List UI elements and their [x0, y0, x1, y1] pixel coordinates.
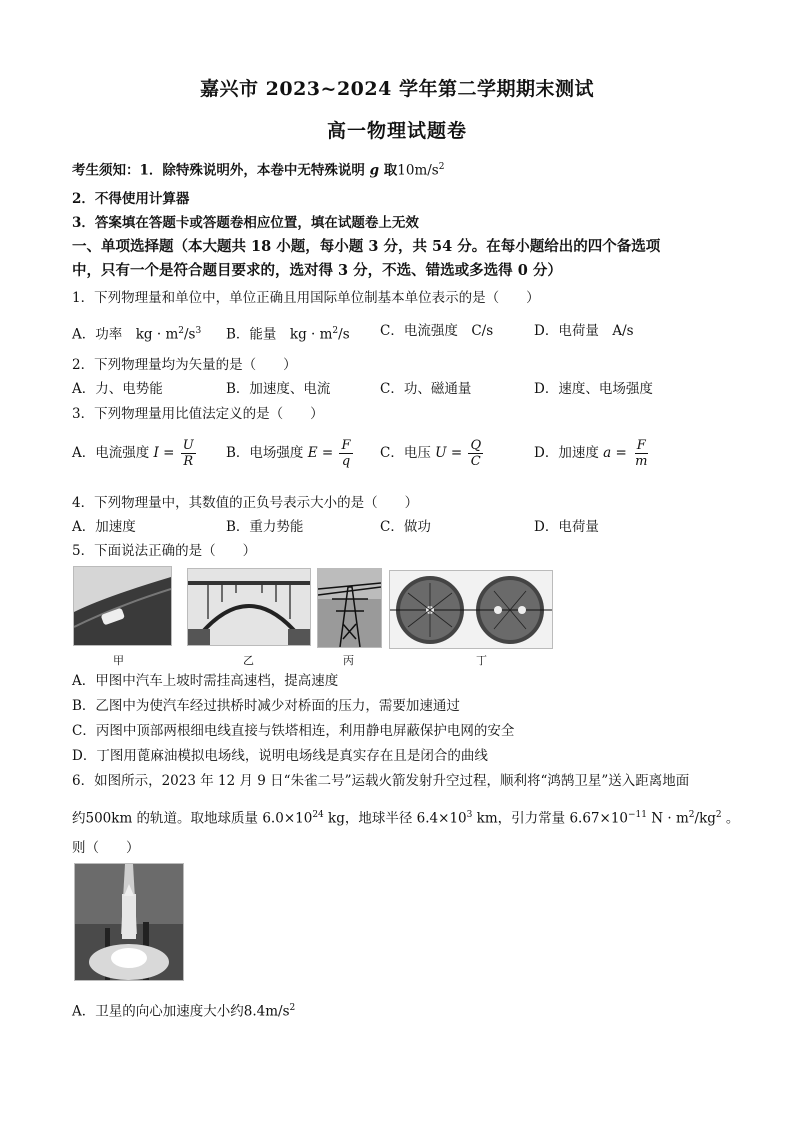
- section-heading-1: 一、单项选择题（本大题共 18 小题，每小题 3 分，共 54 分。在每小题给出的四个备选项: [72, 238, 661, 255]
- q5-figure-ding: [389, 570, 553, 649]
- q5-stem: 5．下面说法正确的是（ ）: [72, 543, 257, 559]
- q2-option-d: D．速度、电场强度: [534, 381, 653, 397]
- q4-option-b: B．重力势能: [226, 519, 304, 535]
- q2-option-c: C．功、磁通量: [380, 381, 472, 397]
- q6-rocket-figure: [74, 863, 184, 981]
- exam-subtitle: 高一物理试题卷: [326, 120, 467, 142]
- q3-option-c: C．电压 U = $\frac{Q}{C}$: [380, 438, 482, 469]
- q2-stem: 2．下列物理量均为矢量的是（ ）: [72, 357, 297, 373]
- electric-field-oil-image: [390, 571, 552, 648]
- notice-line-2: 2．不得使用计算器: [72, 191, 190, 207]
- q1-option-a: A．功率 kg · $m^2/s^3$: [72, 326, 202, 343]
- q5-label-jia: 甲: [113, 654, 124, 667]
- q5-option-d: D．丁图用蓖麻油模拟电场线，说明电场线是真实存在且是闭合的曲线: [72, 748, 488, 764]
- q5-option-c: C．丙图中顶部两根细电线直接与铁塔相连，利用静电屏蔽保护电网的安全: [72, 723, 515, 739]
- q6-stem-line-1: 6．如图所示，2023 年 12 月 9 日“朱雀二号”运载火箭发射升空过程，顺利将“鸿鹄卫星”送入距离地面: [72, 773, 690, 789]
- q6-option-a: A．卫星的向心加速度大小约$8.4m/s^2$: [72, 1003, 296, 1020]
- q6-stem-line-3: 则（ ）: [72, 840, 140, 856]
- q1-option-d: D．电荷量 A/s: [534, 323, 634, 339]
- power-tower-image: [318, 569, 381, 647]
- q6-stem-line-2: 约500km 的轨道。取地球质量 $6.0\times 10^{24}$ kg，地球半径 $6.4\times 10^3$ km，引力常量 $6.67\times 10^{-11}$ $N \cdot m^2/kg^2$ 。: [72, 810, 740, 827]
- q5-label-yi: 乙: [243, 654, 254, 667]
- q2-option-a: A．力、电势能: [72, 381, 163, 397]
- q5-figure-jia: [73, 566, 172, 646]
- arch-bridge-image: [188, 569, 310, 645]
- car-slope-image: [74, 567, 171, 645]
- q3-a-fraction: $\frac{U}{R}$: [182, 438, 194, 469]
- q5-label-ding: 丁: [476, 654, 487, 667]
- q3-option-a: A．电流强度 I = $\frac{U}{R}$: [72, 438, 194, 469]
- notice-line-1: 考生须知：1．除特殊说明外，本卷中无特殊说明 g 取$10m/s^2$: [72, 162, 445, 179]
- q4-option-c: C．做功: [380, 519, 431, 535]
- q3-b-fraction: $\frac{F}{q}$: [341, 438, 351, 469]
- q3-c-fraction: $\frac{Q}{C}$: [470, 438, 482, 469]
- q3-option-d: D．加速度 a = $\frac{F}{m}$: [534, 438, 648, 469]
- q1-option-c: C．电流强度 C/s: [380, 323, 494, 339]
- q4-option-a: A．加速度: [72, 519, 136, 535]
- q5-label-bing: 丙: [343, 654, 354, 667]
- q3-d-fraction: $\frac{F}{m}$: [635, 438, 648, 469]
- q3-stem: 3．下列物理量用比值法定义的是（ ）: [72, 406, 324, 422]
- exam-title: 嘉兴市 2023~2024 学年第二学期期末测试: [200, 78, 594, 100]
- q1-option-b: B．能量 kg · $m^2/s$: [226, 326, 350, 343]
- rocket-launch-image: [75, 864, 183, 980]
- q1-stem: 1．下列物理量和单位中，单位正确且用国际单位制基本单位表示的是（ ）: [72, 290, 540, 306]
- q3-option-b: B．电场强度 E = $\frac{F}{q}$: [226, 438, 351, 469]
- q4-stem: 4．下列物理量中，其数值的正负号表示大小的是（ ）: [72, 495, 419, 511]
- q5-figure-bing: [317, 568, 382, 648]
- q5-figure-yi: [187, 568, 311, 646]
- q5-option-b: B．乙图中为使汽车经过拱桥时减少对桥面的压力，需要加速通过: [72, 698, 460, 714]
- q5-option-a: A．甲图中汽车上坡时需挂高速档，提高速度: [72, 673, 339, 689]
- section-heading-2: 中，只有一个是符合题目要求的，选对得 3 分，不选、错选或多选得 0 分）: [72, 262, 562, 279]
- notice-line-3: 3．答案填在答题卡或答题卷相应位置，填在试题卷上无效: [72, 215, 419, 231]
- q2-option-b: B．加速度、电流: [226, 381, 331, 397]
- q4-option-d: D．电荷量: [534, 519, 599, 535]
